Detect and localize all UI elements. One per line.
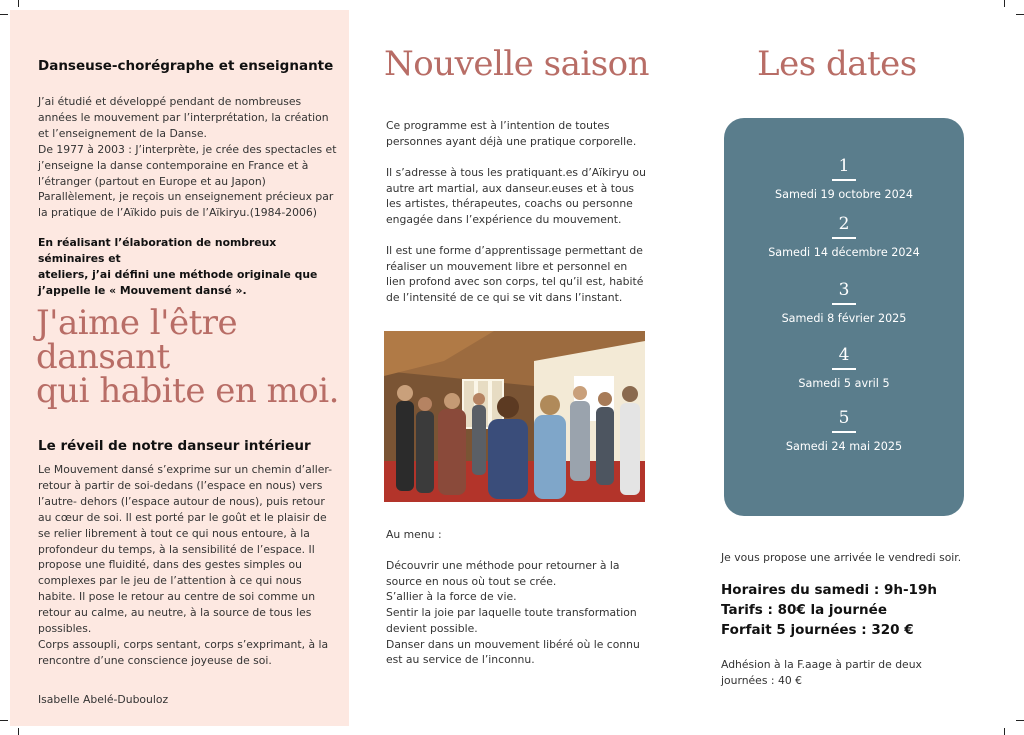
text-line: l’étranger (partout en Europe et au Japon) [38, 174, 266, 188]
group-dance-photo [384, 331, 645, 502]
arrival-note: Je vous propose une arrivée le vendredi soir. [721, 551, 962, 564]
text-line: réaliser un mouvement libre et personnel en [386, 259, 628, 273]
text-line: En réalisant l’élaboration de nombreux séminaires et [38, 236, 277, 265]
dates-title: Les dates [757, 44, 917, 84]
crop-mark [18, 0, 19, 7]
text-line: la pratique de l’Aïkido puis de l’Aïkiryu.(1984-2006) [38, 206, 317, 220]
date-entry-1 [724, 156, 964, 201]
crop-mark [1004, 0, 1005, 7]
text-line: j’appelle le « Mouvement dansé ». [38, 283, 247, 297]
menu-item: Découvrir une méthode pour retourner à la [386, 559, 620, 572]
text-line: et l’enseignement de la Danse. [38, 126, 207, 140]
text-line: propose une fluidité, dans des gestes simples ou [38, 558, 302, 572]
audience-paragraph [386, 165, 648, 228]
date-label: Samedi 14 décembre 2024 [768, 245, 920, 259]
date-label: Samedi 19 octobre 2024 [775, 187, 913, 201]
date-entry-2 [724, 214, 964, 259]
text-line: retour à partir de soi-dedans (l’espace en nous) vers [38, 478, 323, 492]
text-line: profondeur du temps, à la sensibilité de l’espace. Il [38, 542, 315, 556]
date-entry-5 [724, 408, 964, 453]
menu-item: devient possible. [386, 621, 478, 635]
text-line: ateliers, j’ai défini une méthode originale que [38, 267, 318, 281]
text-line: rencontre d’une conscience joyeuse de soi. [38, 653, 272, 667]
text-line: les artistes, thérapeutes, coachs ou personne [386, 197, 633, 211]
crop-mark [18, 728, 19, 735]
menu-item: est au service de l’inconnu. [386, 653, 535, 667]
bio-intro [38, 94, 338, 221]
date-number: 4 [838, 345, 850, 365]
quote-line: qui habite en moi. [36, 371, 339, 411]
text-line: Le Mouvement dansé s’exprime sur un chemin d’aller- [38, 463, 333, 476]
date-divider [832, 431, 856, 433]
date-label: Samedi 5 avril 5 [798, 376, 890, 390]
crop-mark [1016, 14, 1024, 15]
date-label: Samedi 24 mai 2025 [785, 439, 903, 453]
text-line: personnes ayant déjà une pratique corporelle. [386, 134, 637, 148]
text-line: années le mouvement par l’interprétation, la création [38, 110, 329, 124]
text-line: au cœur de soi. Il est porté par le goût et le plaisir de [38, 510, 327, 524]
text-line: journées : 40 € [721, 673, 802, 687]
section-heading: Le réveil de notre danseur intérieur [38, 438, 311, 454]
date-label: Samedi 8 février 2025 [781, 311, 907, 325]
text-line: Parallèlement, je reçois un enseignement précieux par [38, 190, 334, 204]
date-divider [832, 237, 856, 239]
menu-item: source en nous où tout se crée. [386, 574, 557, 588]
text-line: lien profond avec son corps, tel qu’il est, habité [386, 275, 644, 289]
left-panel [10, 10, 349, 726]
membership-info [721, 657, 961, 688]
package-info: Forfait 5 journées : 320 € [721, 622, 914, 638]
text-line: complexes par le jeu de l’attention à ce qui nous [38, 574, 302, 588]
bio-heading: Danseuse-chorégraphe et enseignante [38, 58, 334, 74]
date-number: 3 [838, 280, 850, 300]
crop-mark [1016, 720, 1024, 721]
method-statement [38, 235, 338, 299]
section-body [38, 462, 338, 669]
quote-line: J'aime l'être [36, 303, 238, 343]
date-number: 5 [838, 408, 850, 428]
date-entry-4 [724, 345, 964, 390]
price-info: Tarifs : 80€ la journée [721, 602, 887, 618]
text-line: se relier librement à tout ce qui nous entoure, à la [38, 526, 310, 540]
text-line: De 1977 à 2003 : J’interprète, je crée des spectacles et [38, 142, 337, 156]
date-divider [832, 368, 856, 370]
text-line: autre art martial, aux danseur.euses et à tous [386, 181, 635, 195]
hours-info: Horaires du samedi : 9h-19h [721, 582, 937, 598]
text-line: l’autre- dehors (l’espace autour de nous), puis retour [38, 494, 325, 508]
menu-item: S’allier à la force de vie. [386, 590, 517, 604]
pull-quote [36, 303, 356, 411]
learning-paragraph [386, 243, 648, 306]
text-line: J’ai étudié et développé pendant de nombreuses [38, 95, 302, 108]
text-line: possibles. [38, 622, 92, 636]
date-entry-3 [724, 280, 964, 325]
crop-mark [1004, 728, 1005, 735]
crop-mark [0, 720, 8, 721]
text-line: habite. Il pose le retour au centre de soi comme un [38, 590, 316, 604]
text-line: Ce programme est à l’intention de toutes [386, 119, 610, 132]
text-line: Il s’adresse à tous les pratiquant.es d’Aïkiryu ou [386, 166, 646, 179]
menu-item: Danser dans un mouvement libéré où le connu [386, 637, 640, 651]
date-number: 1 [838, 156, 850, 176]
date-divider [832, 303, 856, 305]
date-divider [832, 179, 856, 181]
text-line: engagée dans l’expérience du mouvement. [386, 213, 622, 227]
dates-card [724, 118, 964, 516]
menu-item: Sentir la joie par laquelle toute transformation [386, 606, 637, 620]
menu-title [386, 527, 648, 543]
quote-line: dansant [36, 337, 170, 377]
text-line: j’enseigne la danse contemporaine en France et à [38, 158, 309, 172]
page-title: Nouvelle saison [384, 44, 650, 84]
text-line: Au menu : [386, 528, 442, 541]
text-line: Corps assoupli, corps sentant, corps s’exprimant, à la [38, 637, 329, 651]
text-line: Il est une forme d’apprentissage permettant de [386, 244, 643, 257]
date-number: 2 [838, 214, 850, 234]
text-line: retour au calme, au neutre, à la source de tous les [38, 606, 312, 620]
crop-mark [0, 14, 8, 15]
text-line: de l’intensité de ce qui se vit dans l’instant. [386, 291, 623, 305]
menu-list [386, 558, 648, 668]
text-line: Adhésion à la F.aage à partir de deux [721, 658, 922, 671]
intro-paragraph [386, 118, 648, 149]
signature: Isabelle Abelé-Dubouloz [38, 693, 169, 706]
